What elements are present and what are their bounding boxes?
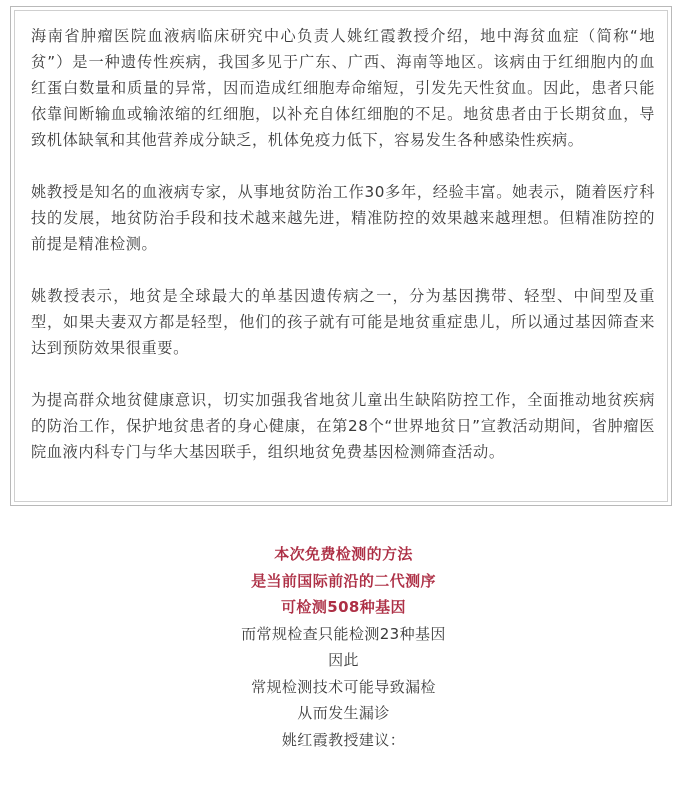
highlight-line-method: 本次免费检测的方法 <box>274 545 413 563</box>
article-paragraph-expert: 姚教授是知名的血液病专家，从事地贫防治工作30多年，经验丰富。她表示，随着医疗科技的发展，地贫防治手段和技术越来越先进，精准防控的效果越来越理想。但精准防控的前提是精准检测。 <box>31 183 655 253</box>
highlight-line-advice: 姚红霞教授建议： <box>281 730 406 749</box>
article-box <box>10 6 672 506</box>
article-paragraph-genetics: 姚教授表示，地贫是全球最大的单基因遗传病之一，分为基因携带、轻型、中间型及重型，如果夫妻双方都是轻型，他们的孩子就有可能是地贫重症患儿，所以通过基因筛查来达到预防效果很重要。 <box>31 287 655 357</box>
highlight-line-misdiagnosis: 从而发生漏诊 <box>297 704 390 722</box>
highlight-section <box>0 541 687 753</box>
highlight-line-sequencing: 是当前国际前沿的二代测序 <box>251 571 436 590</box>
article-paragraph-activity: 为提高群众地贫健康意识，切实加强我省地贫儿童出生缺陷防控工作，全面推动地贫疾病的防治工作，保护地贫患者的身心健康，在第28个“世界地贫日”宣教活动期间，省肿瘤医院血液内科专门与华大基因联手，组织地贫免费基因检测筛查活动。 <box>31 391 655 461</box>
highlight-line-gene-count: 可检测508种基因 <box>281 598 406 616</box>
highlight-line-missed-detection: 常规检测技术可能导致漏检 <box>251 677 436 696</box>
highlight-line-routine: 而常规检查只能检测23种基因 <box>241 624 446 643</box>
article-paragraph-intro: 海南省肿瘤医院血液病临床研究中心负责人姚红霞教授介绍，地中海贫血症（简称“地贫”）是一种遗传性疾病，我国多见于广东、广西、海南等地区。该病由于红细胞内的血红蛋白数量和质量的异常，因而造成红细胞寿命缩短，引发先天性贫血。因此，患者只能依靠间断输血或输浓缩的红细胞，以补充自体红细胞的不足。地贫患者由于长期贫血，导致机体缺氧和其他营养成分缺乏，机体免疫力低下，容易发生各种感染性疾病。 <box>31 27 655 149</box>
highlight-line-therefore: 因此 <box>328 651 359 669</box>
